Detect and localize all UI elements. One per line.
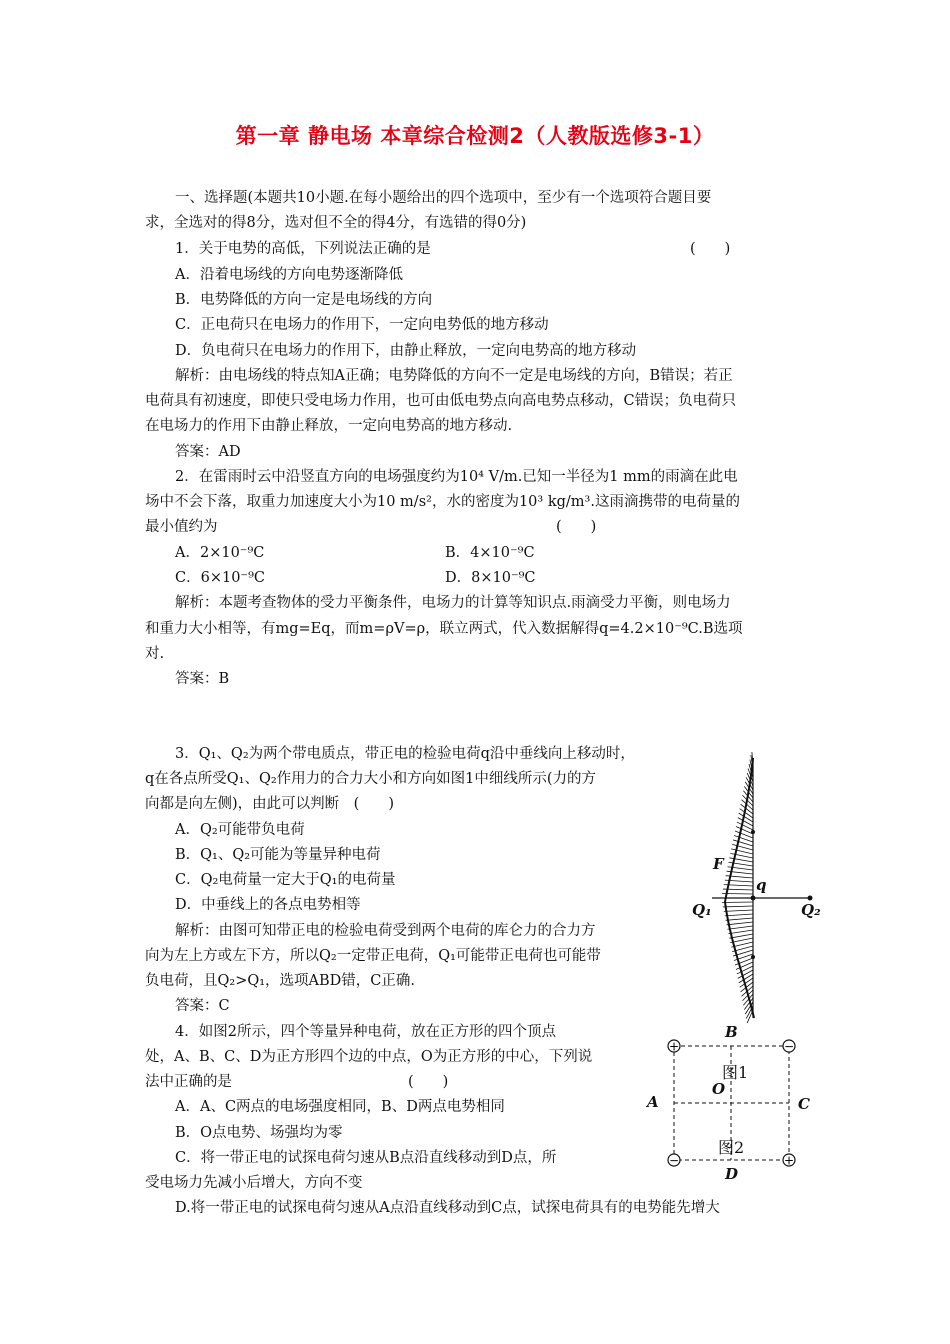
force-line [738, 818, 753, 826]
q1-explanation-line2: 电荷具有初速度，即使只受电场力作用，也可由低电势点向高电势点移动，C错误；负电荷只 [145, 393, 737, 409]
page-title: 第一章 静电场 本章综合检测2（人教版选修3-1） [235, 124, 715, 148]
q1-option-a: A．沿着电场线的方向电势逐渐降低 [175, 267, 403, 283]
section-intro-line1: 一、选择题(本题共10小题.在每小题给出的四个选项中，至少有一个选项符合题目要 [175, 190, 712, 206]
q3-explanation-line3: 负电荷，且Q₂>Q₁，选项ABD错，C正确. [145, 973, 416, 989]
q3-explanation-line1: 解析：由图可知带正电的检验电荷受到两个电荷的库仑力的合力方 [175, 923, 596, 939]
force-line [725, 914, 753, 916]
q2-stem-line2: 场中不会下落，取重力加速度大小为10 m/s²，水的密度为10³ kg/m³.这雨滴携带的电荷量的 [145, 494, 740, 510]
q3-option-b: B．Q₁、Q₂可能为等量异种电荷 [175, 847, 381, 863]
force-line [728, 930, 753, 934]
fig1-caption: 图1 [722, 1063, 749, 1082]
force-line [738, 970, 753, 978]
q2-stem-line1: 2．在雷雨时云中沿竖直方向的电场强度约为10⁴ V/m.已知一半径为1 mm的雨滴在此电 [175, 469, 738, 485]
q2-stem-line3: 最小值约为 [145, 519, 218, 535]
q4-stem-line3: 法中正确的是 [145, 1074, 232, 1090]
fig2-label-d: D [725, 1165, 739, 1183]
q4-stem-line2: 处，A、B、C、D为正方形四个边的中点，O为正方形的中心，下列说 [145, 1049, 593, 1065]
q4-option-b: B．O点电势、场强均为零 [175, 1125, 343, 1141]
q4-answer-paren: ( ) [408, 1074, 449, 1090]
q1-answer-paren: ( ) [690, 241, 731, 257]
fig2-label-o: O [712, 1080, 726, 1098]
force-line [726, 918, 753, 920]
q2-answer-paren: ( ) [556, 519, 597, 535]
q4-stem-line1: 4．如图2所示，四个等量异种电荷，放在正方形的四个顶点 [175, 1024, 556, 1040]
fig2-label-b: B [725, 1023, 738, 1041]
charge-bottom-left: − [668, 1153, 680, 1168]
q2-option-b: B．4×10⁻⁹C [445, 545, 535, 561]
force-line [736, 827, 753, 834]
q4-option-c-line2: 受电场力先减小后增大，方向不变 [145, 1175, 363, 1191]
force-line [731, 849, 753, 854]
section-intro-line2: 求，全选对的得8分，选对但不全的得4分，有选错的得0分) [145, 215, 527, 231]
q3-option-c: C．Q₂电荷量一定大于Q₁的电荷量 [175, 872, 396, 888]
q1-option-d: D．负电荷只在电场力的作用下，由静止释放，一定向电势高的地方移动 [175, 343, 637, 359]
fig1-label-q1: Q₁ [692, 901, 712, 919]
charge-bottom-right: + [783, 1153, 795, 1168]
q4-option-d: D.将一带正电的试探电荷匀速从A点沿直线移动到C点，试探电荷具有的电势能先增大 [175, 1200, 720, 1216]
q2-answer: 答案：B [175, 671, 230, 687]
q1-answer: 答案：AD [175, 444, 241, 460]
fig1-label-q: q [756, 876, 767, 894]
q1-stem: 1．关于电势的高低，下列说法正确的是 [175, 241, 431, 257]
q3-stem-line1: 3．Q₁、Q₂为两个带电质点，带正电的检验电荷q沿中垂线向上移动时， [175, 746, 635, 762]
q2-option-d: D．8×10⁻⁹C [445, 570, 536, 586]
fig1-label-f: F [713, 855, 724, 873]
q3-answer: 答案：C [175, 998, 230, 1014]
q4-option-c-line1: C．将一带正电的试探电荷匀速从B点沿直线移动到D点，所 [175, 1150, 557, 1166]
force-line [740, 809, 753, 818]
force-line [737, 822, 753, 830]
force-line [739, 813, 753, 822]
charge-top-left: + [668, 1039, 680, 1054]
fig2-caption: 图2 [718, 1138, 745, 1157]
force-line [727, 922, 753, 925]
q1-option-b: B．电势降低的方向一定是电场线的方向 [175, 292, 433, 308]
q2-explanation-line2: 和重力大小相等，有mg=Eq，而m=ρV=ρ，联立两式，代入数据解得q=4.2×10⁻⁹C.B选项 [145, 621, 743, 637]
fig1-label-q2: Q₂ [801, 901, 821, 919]
q3-stem-line2: q在各点所受Q₁、Q₂作用力的合力大小和方向如图1中细线所示(力的方 [145, 771, 597, 787]
q3-stem-line3: 向都是向左侧)，由此可以判断 ( ) [145, 796, 394, 812]
fig2-label-c: C [798, 1095, 810, 1113]
q3-option-d: D．中垂线上的各点电势相等 [175, 897, 361, 913]
q2-option-c: C．6×10⁻⁹C [175, 570, 265, 586]
charge-top-right: − [783, 1039, 795, 1054]
q2-option-a: A．2×10⁻⁹C [175, 545, 265, 561]
fig2-label-a: A [647, 1093, 659, 1111]
q3-explanation-line2: 向为左上方或左下方，所以Q₂一定带正电荷，Q₁可能带正电荷也可能带 [145, 948, 601, 964]
q1-option-c: C．正电荷只在电场力的作用下，一定向电势低的地方移动 [175, 317, 549, 333]
force-line [723, 906, 753, 907]
force-line [728, 926, 753, 929]
q3-option-a: A．Q₂可能带负电荷 [175, 822, 305, 838]
q2-explanation-line3: 对. [145, 646, 165, 662]
q1-explanation-line3: 在电场力的作用下由静止释放，一定向电势高的地方移动. [145, 418, 513, 434]
force-line [739, 974, 753, 983]
q1-explanation-line1: 解析：由电场线的特点知A正确；电势降低的方向不一定是电场线的方向，B错误；若正 [175, 368, 733, 384]
q2-explanation-line1: 解析：本题考查物体的受力平衡条件，电场力的计算等知识点.雨滴受力平衡，则电场力 [175, 595, 731, 611]
q4-option-a: A．A、C两点的电场强度相同，B、D两点电势相同 [175, 1099, 505, 1115]
force-line [724, 910, 753, 911]
